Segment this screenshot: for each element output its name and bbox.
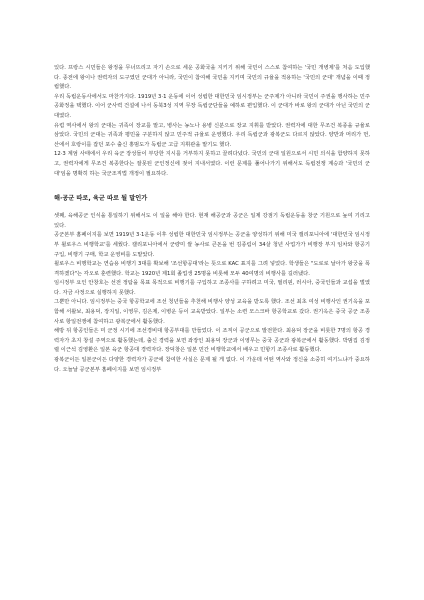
paragraph-11: 광복군이든 일본군이든 다양한 경력자가 공군에 참여한 사실은 문제 될 게 없다. 이 가운데 어떤 역사와 정신을 소중히 여기느냐가 중요하다. 오늘날 공군본부 홈페이지를 보면 임시정부 bbox=[54, 357, 370, 373]
paragraph-3: 유럽 역사에서 왕의 군대는 귀족이 장교를 맡고, 병사는 농노나 용병 신분으로 장교 지휘를 받았다. 권력자에 대한 무조건 복종을 규율로 삼았다. 국민의 군대는 귀족과 평민을 구분하지 않고 민주적 규율로 운영했다. 우리 독립군과 광복군도 다르지 않았다. 양반과 머리가 먼, 산에서 호랑이를 잡던 포수 출신 홍범도가 독립군 고급 지휘관을 맡기도 했다. bbox=[54, 122, 370, 148]
article-section-citizen-army bbox=[54, 64, 370, 179]
paragraph-1: 있다. 프랑스 시민들은 왕정을 무너뜨리고 자기 손으로 세운 공화국을 지키기 위해 국민이 스스로 참여하는 '국민 개병제'를 처음 도입했다. 종전에 왕이나 권력자의 도구였던 군대가 아니라, 국민이 참여해 국민을 지키며 국민의 규율을 적용하는 '국민의 군대' 개념을 이때 정립했다. bbox=[54, 65, 370, 91]
paragraph-9: 그뿐만 아니다. 임시정부는 중국 항공학교에 조선 청년들을 추천해 비행사 양성 교육을 받도록 했다. 조선 최초 여성 비행사인 권기옥을 포함해 서왈보, 최용덕, 장지일, 이영무, 김은제, 이병운 등이 교육받았다. 일부는 소련 모스크바 항공학교로 갔다. 권기옥은 중국 공군 조종사로 항일전쟁에 참여하고 광복군에서 활동했다. bbox=[54, 299, 370, 325]
paragraph-2: 우리 독립운동사에서도 마찬가지다. 1919년 3·1 운동에 이어 성립한 대한민국 임시정부는 군주제가 아니라 국민이 주권을 행사하는 민주공화정을 택했다. 이어 군사력 건설에 나서 동북3성 지역 무장 독립군단들을 예하로 편입했다. 이 군대가 바로 왕의 군대가 아닌 국민의 군대였다. bbox=[54, 93, 370, 119]
article-section-services bbox=[54, 212, 370, 375]
paragraph-7: 윌로우스 비행학교는 연습용 비행기 3대를 확보해 '조선항공대'라는 뜻으로 KAC 표지를 그려 넣었다. 학생들은 "도로로 날아가 왕궁을 폭격하겠다"는 각오로 훈련했다. 학교는 1920년 제1회 졸업생 25명을 비롯해 모두 40여명의 비행사를 길러냈다. bbox=[54, 261, 370, 277]
section-heading: 해·공군 따로, 육군 따로 될 말인가 bbox=[54, 195, 148, 203]
paragraph-4: 12·3 계엄 사태에서 우리 육군 장성들이 부당한 지시를 거부하지 못하고 끌려다녔다. 국민의 군대 일원으로서 시민 의식을 함양하지 못하고, 권력자에게 무조건 복종한다는 잘못된 군인정신에 젖어 지내서였다. 이런 문제를 풀어나가기 위해서도 독립전쟁 계승과 '국민의 군대'임을 명확히 하는 국군조직법 개정이 필요하다. bbox=[54, 151, 370, 177]
paragraph-10: 해방 뒤 항공인들은 미 군정 시기에 조선경비대 항공부대를 만들었다. 이 조직이 공군으로 발전한다. 최용덕 장군을 비롯한 7명의 항공 경력자가 초지 창설 주역으로 활동했는데, 출신 경력을 보면 좌장인 최용덕 장군과 이영무는 중국 공군과 광복군에서 활동했다. 박범집 김정렬 이근석 김영환은 일본 육군 항공대 경력자다. 장덕창은 일본 민간 비행학교에서 배우고 민항기 조종사로 활동했다. bbox=[54, 328, 370, 354]
paragraph-6: 공군본부 홈페이지를 보면 1919년 3·1운동 이후 성립한 대한민국 임시정부는 공군을 양성하기 위해 미국 캘리포니아에 '대한민국 임시정부 윌로우스 비행학교'를 세웠다. 캘리포니아에서 군량미 쌀 농사로 큰돈을 번 김종림이 34살 청년 사업가가 비행장 부지 임차와 항공기 구입, 비행기 구매, 학교 운영비를 도맡았다. bbox=[54, 232, 370, 258]
paragraph-8: 임시정부 요인 안창호는 선전 정탐을 목표 목적으로 비행기를 구입하고 조종사를 구하려고 미국, 필리핀, 러시아, 중국인들과 교섭을 벌였다. 자금 사정으로 실행하지 못했다. bbox=[54, 280, 370, 296]
paragraph-5: 셋째, 육해공군 인식을 통일하기 위해서도 이 일을 해야 한다. 현재 해공군과 공군은 일제 강점기 독립운동을 창군 기원으로 높여 기리고 있다. bbox=[54, 213, 370, 229]
